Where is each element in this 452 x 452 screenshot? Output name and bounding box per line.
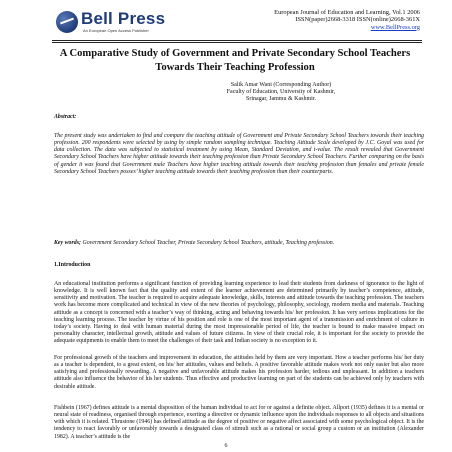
header-divider xyxy=(52,42,422,43)
journal-title: European Journal of Education and Learning, Vol.1 2006 xyxy=(274,9,420,16)
page-number: 6 xyxy=(224,443,228,449)
abstract-heading: Abstract: xyxy=(54,114,77,120)
keywords-text: Government Secondary School Teacher, Private Secondary School Teachers, attitude, Teaching profession. xyxy=(82,240,335,246)
author-block xyxy=(140,82,422,103)
keywords-label: Key words; xyxy=(54,240,81,246)
publisher-name: Bell Press xyxy=(81,9,166,28)
body-paragraph: An educational institution performs a significant function of providing learning experience to lead their students from darkness of ignorance to the light of knowledge. It is well known fact that the quality and extent of the learner achievement are determined primarily by teacher’s competence, attitude, sensitivity and motivation. The teacher is required to acquire adequate knowledge, skills, interests and attitude towards the teaching profession. The teachers work has become more complicated and technical in view of the new theories of psychology, philosophy, sociology, modern media and materials. Teaching attitude as a concept is concerned with a teacher’s way of thinking, acting and behaving towards his/ her profession. It has very serious implications for the teaching learning process. The teacher by virtue of his position and role is one of the most important agent of a transmission and enrichment of culture in today’s society. Having to deal with human material during the most impressionable period of life, the teacher is bound to make massive impact on personality character, intellectual growth, attitude and values of future citizens. In view of their crucial role, it is important for the society to provide the adequate equipments to enable them to meet the challenges of their task and Indian society is no exception to it. xyxy=(54,280,424,345)
journal-issn: ISSN(paper)2668-3318 ISSN(online)2668-361X xyxy=(295,16,420,24)
body-paragraph: Fishbein (1967) defines attitude is a mental disposition of the human individual to act for or against a definite object. Allport (1935) defines it is a mental or neural state of readiness, organised through experience, exerting a directive or dynamic influence upon the individuals responses to all objects and situations with which it is related. Thrustone (1946) has defined attitude as the degree of positive or negative affect associated with some psychological object. It is the tendency to react favorably or unfavorably towards a designated class of stimuli such as a rational or social group a custom or an institution (Alexander 1982). A teacher’s attitude is the xyxy=(54,404,424,440)
paper-title: A Comparative Study of Government and Private Secondary School Teachers Towards Their Teaching Profession xyxy=(59,48,411,73)
abstract-body: The present study was undertaken to find and compare the teaching attitude of Government and Private Secondary School Teachers towards their teaching profession. 200 respondents were selected by using by simple random sampling technique. Teaching Attitude Scale developed by J.C. Goyal was used for data collection. The data was subjected to statistical treatment by using Mean, Standard Deviation, and t-value. The result revealed that Government Secondary School Teachers have higher attitude towards their teaching profession than Private Secondary School Teachers. Further comparing on the basis of gender it was found that Government male Teachers have higher teaching attitude towards their teaching profession than females and private female Secondary School Teachers posses’ higher teaching attitude towards their teaching profession than their counterparts. xyxy=(54,132,424,175)
header-divider xyxy=(52,40,422,41)
journal-header xyxy=(274,9,420,31)
journal-url-link[interactable]: www.BellPress.org xyxy=(370,23,420,31)
publisher-logo xyxy=(56,9,196,39)
author-name: Salik Amar Wani (Corresponding Author) xyxy=(230,82,332,88)
keywords xyxy=(54,240,424,247)
body-paragraph: For professional growth of the teachers and improvement in education, the attitudes held by them are very important. How a teacher performs his/ her duty as a teacher is dependent, to a great extent, on his/ her attitudes, values and beliefs. A positive favorable attitude makes work not only easier but also more satisfying and professionally rewarding. A negative and unfavorable attitude makes his profession harder, tedious and unpleasant. In addition a teachers attitude also influence the behavior of his her students. Thus effective and productive learning on part of the students can be achieved only by teachers with desirable attitude. xyxy=(54,354,424,390)
author-affiliation: Faculty of Education, University of Kashmir, xyxy=(226,89,336,95)
section-heading: 1.Introduction xyxy=(54,262,91,268)
bell-press-logo-icon xyxy=(56,11,78,33)
author-location: Srinagar, Jammu & Kashmir. xyxy=(246,96,316,102)
publisher-tagline: An European Open Access Publisher xyxy=(83,28,149,33)
